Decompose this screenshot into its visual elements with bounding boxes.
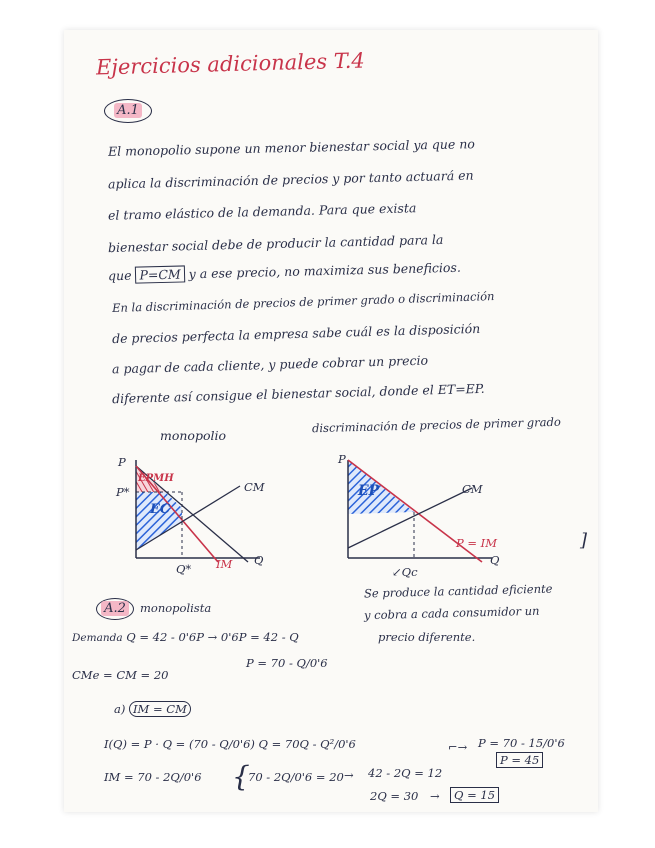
graph2-y-label: P [338, 452, 346, 466]
a1-p2-line-2: de precios perfecta la empresa sabe cuál es la disposición [111, 320, 481, 347]
graph1-y-label: P [118, 455, 126, 469]
p-equals-cm-box: P=CM [135, 265, 185, 283]
im-equation: IM = 70 - 2Q/0'6 [104, 770, 202, 784]
graph1-x-label: Q [254, 553, 264, 567]
result-q-box: Q = 15 [450, 787, 499, 803]
graph1-im-label: IM [216, 557, 233, 571]
graph1-qty-label: Q* [176, 562, 192, 576]
a1-line-4: bienestar social debe de producir la cantidad para la [107, 231, 444, 256]
income-equation: I(Q) = P · Q = (70 - Q/0'6) Q = 70Q - Q²/0'6 [104, 737, 356, 751]
graph2-caption: discriminación de precios de primer grado [311, 414, 561, 436]
graph2-x-label: Q [490, 553, 500, 567]
arrow-3: ⌐→ [448, 740, 468, 754]
demand-prefix: Demanda [72, 632, 123, 644]
a1-line-3: el tramo elástico de la demanda. Para que exista [107, 200, 417, 223]
part-a-condition: IM = CM [129, 701, 191, 717]
step-3: 2Q = 30 [370, 789, 419, 803]
graph2-qty-label: ↙Qc [392, 565, 418, 579]
a1-p2-line-4: diferente así consigue el bienestar social, donde el ET=EP. [111, 380, 485, 407]
a1-p2-line-1: En la discriminación de precios de primer grado o discriminación [111, 288, 495, 316]
discrimination-graph [330, 450, 530, 580]
demand-equation: Q = 42 - 0'6P → 0'6P = 42 - Q [126, 630, 299, 644]
a1-line-2: aplica la discriminación de precios y por tanto actuará en [107, 167, 474, 192]
graph1-red-area-label: EPMH [138, 473, 174, 484]
monopoly-graph [100, 450, 300, 580]
part-a [114, 702, 191, 716]
graph2-qc-text: Qc [401, 565, 418, 579]
graph2-note-3: precio diferente. [378, 630, 476, 644]
exercise-a2-label: A.2 [96, 598, 134, 620]
graph1-cm-label: CM [244, 480, 265, 494]
graph2-note-2: y cobra a cada consumidor un [363, 603, 540, 623]
a1-p2-line-3: a pagar de cada cliente, y puede cobrar un precio [111, 352, 429, 377]
arrow-2: → [430, 789, 440, 803]
a1-line-5-pre: que [107, 267, 132, 284]
graph1-caption: monopolio [160, 428, 227, 443]
part-a-label: a) [114, 702, 126, 716]
page-title: Ejercicios adicionales T.4 [95, 48, 366, 80]
cost-equation: CMe = CM = 20 [72, 668, 169, 682]
result-p-box: P = 45 [496, 752, 543, 768]
graph2-cm-label: CM [462, 482, 483, 496]
price-equation: P = 70 - 15/0'6 [478, 736, 565, 750]
graph2-blue-area-label: EP [358, 483, 380, 499]
system-brace: { [232, 760, 250, 793]
arrow-1: → [344, 768, 354, 782]
step-2: 42 - 2Q = 12 [368, 766, 443, 780]
graph2-demand-label: P = IM [456, 536, 498, 550]
graph1-blue-area-label: EC [150, 502, 171, 517]
a1-line-5-post: y a ese precio, no maximiza sus beneficios. [188, 259, 462, 282]
exercise-a1-label: A.1 [104, 99, 152, 123]
consumer-area [136, 492, 182, 550]
demand-solved: P = 70 - Q/0'6 [246, 656, 328, 670]
demand-line [72, 630, 299, 644]
a1-line-1: El monopolio supone un menor bienestar social ya que no [107, 136, 475, 159]
graph2-note-1: Se produce la cantidad eficiente [363, 581, 553, 601]
bracket-mark: ] [580, 530, 588, 551]
a2-subtitle: monopolista [140, 601, 212, 615]
step-1: 70 - 2Q/0'6 = 20 [248, 770, 344, 784]
graph1-price-label: P* [116, 485, 130, 499]
